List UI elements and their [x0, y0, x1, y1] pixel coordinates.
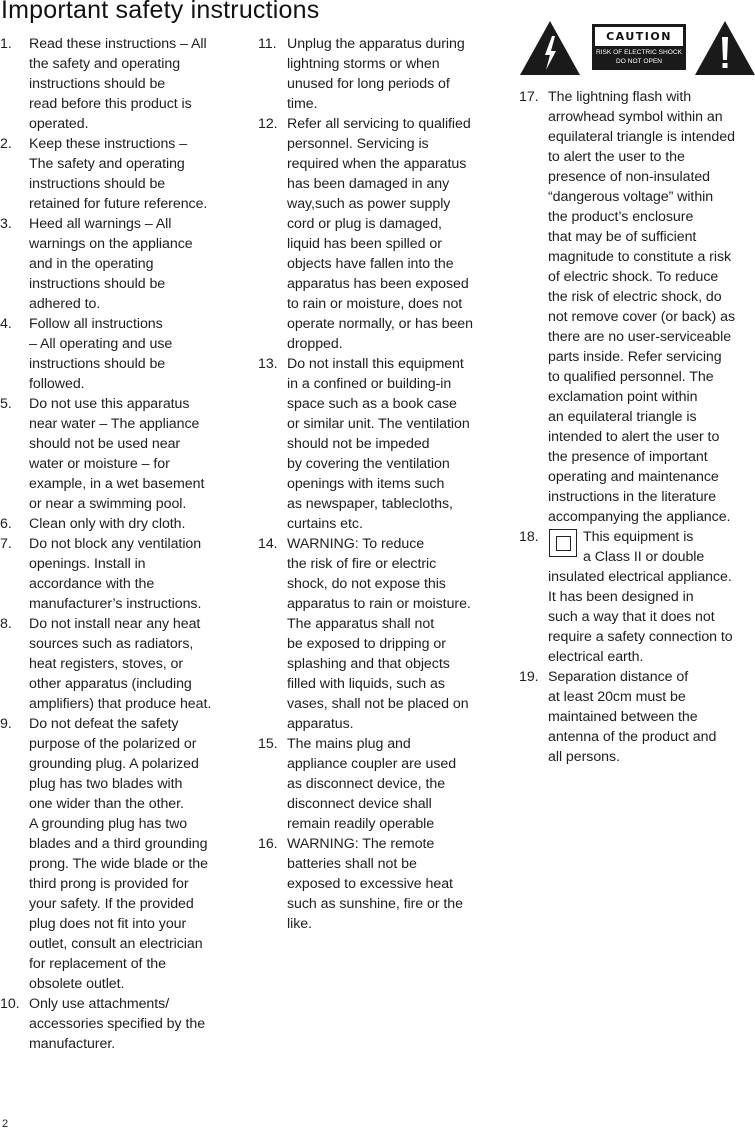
- instruction-text: [29, 614, 238, 714]
- instruction-number: 19.: [519, 669, 539, 685]
- text-line: lightning storms or when: [287, 56, 440, 72]
- caution-sign: [592, 24, 686, 70]
- text-line: openings with items such: [287, 476, 445, 492]
- instruction-text: [29, 314, 238, 394]
- instruction-text: [29, 994, 238, 1054]
- text-line: insulated electrical appliance.: [548, 569, 732, 585]
- instruction-number: 5.: [0, 396, 12, 412]
- text-line: should not be used near: [29, 436, 181, 452]
- text-line: be exposed to dripping or: [287, 636, 446, 652]
- text-line: “dangerous voltage” within: [548, 189, 714, 205]
- instruction-number: 15.: [258, 736, 278, 752]
- text-line: WARNING: The remote: [287, 836, 435, 852]
- text-line: disconnect device shall: [287, 796, 432, 812]
- instruction-item: [258, 534, 500, 734]
- text-line: Clean only with dry cloth.: [29, 516, 186, 532]
- text-line: as disconnect device, the: [287, 776, 446, 792]
- instruction-number: 8.: [0, 616, 12, 632]
- text-line: grounding plug. A polarized: [29, 756, 199, 772]
- exclamation-triangle-icon: [694, 20, 755, 76]
- instruction-item: [0, 514, 238, 534]
- text-line: instructions should be: [29, 76, 166, 92]
- text-line: of electric shock. To reduce: [548, 269, 719, 285]
- text-line: Do not install this equipment: [287, 356, 464, 372]
- text-line: vases, shall not be placed on: [287, 696, 469, 712]
- caution-label: [519, 20, 755, 78]
- text-line: filled with liquids, such as: [287, 676, 445, 692]
- instruction-text: [29, 214, 238, 314]
- text-line: personnel. Servicing is: [287, 136, 429, 152]
- instruction-text: [548, 527, 755, 667]
- lightning-triangle-icon: [519, 20, 581, 76]
- text-line: manufacturer’s instructions.: [29, 596, 202, 612]
- text-line: such as sunshine, fire or the: [287, 896, 463, 912]
- text-line: outlet, consult an electrician: [29, 936, 203, 952]
- text-line: apparatus has been exposed: [287, 276, 469, 292]
- instruction-number: 6.: [0, 516, 12, 532]
- text-line: the safety and operating: [29, 56, 181, 72]
- instruction-text: [287, 114, 500, 354]
- instruction-number: 17.: [519, 89, 539, 105]
- text-line: The apparatus shall not: [287, 616, 435, 632]
- text-line: has been damaged in any: [287, 176, 450, 192]
- text-line: accessories specified by the: [29, 1016, 206, 1032]
- text-line: in a confined or building-in: [287, 376, 452, 392]
- text-line: appliance coupler are used: [287, 756, 457, 772]
- text-line: equilateral triangle is intended: [548, 129, 735, 145]
- text-line: parts inside. Refer servicing: [548, 349, 722, 365]
- text-line: adhered to.: [29, 296, 101, 312]
- text-line: amplifiers) that produce heat.: [29, 696, 212, 712]
- text-line: other apparatus (including: [29, 676, 192, 692]
- instruction-number: 14.: [258, 536, 278, 552]
- text-line: instructions should be: [29, 356, 166, 372]
- instruction-text: [29, 134, 238, 214]
- text-line: require a safety connection to: [548, 629, 733, 645]
- text-line: a Class II or double: [583, 549, 705, 565]
- text-line: retained for future reference.: [29, 196, 208, 212]
- instruction-number: 18.: [519, 529, 539, 545]
- instruction-item: [0, 394, 238, 514]
- text-line: prong. The wide blade or the: [29, 856, 208, 872]
- instruction-number: 12.: [258, 116, 278, 132]
- text-line: and in the operating: [29, 256, 154, 272]
- text-line: curtains etc.: [287, 516, 363, 532]
- text-line: Follow all instructions: [29, 316, 163, 332]
- text-line: that may be of sufficient: [548, 229, 697, 245]
- text-line: there are no user-serviceable: [548, 329, 732, 345]
- text-line: followed.: [29, 376, 85, 392]
- text-line: time.: [287, 96, 318, 112]
- double-insulation-icon: [549, 529, 577, 557]
- text-line: for replacement of the: [29, 956, 166, 972]
- text-line: remain readily operable: [287, 816, 435, 832]
- text-line: the presence of important: [548, 449, 708, 465]
- text-line: at least 20cm must be: [548, 689, 686, 705]
- instructions-column-1: [0, 34, 238, 1054]
- text-line: manufacturer.: [29, 1036, 116, 1052]
- instruction-item: [0, 34, 238, 134]
- text-line: warnings on the appliance: [29, 236, 193, 252]
- text-line: openings. Install in: [29, 556, 146, 572]
- text-line: accompanying the appliance.: [548, 509, 731, 525]
- instruction-item: [0, 214, 238, 314]
- text-line: batteries shall not be: [287, 856, 417, 872]
- text-line: Unplug the apparatus during: [287, 36, 465, 52]
- instruction-item: [519, 667, 755, 767]
- text-line: This equipment is: [583, 529, 694, 545]
- instruction-text: [29, 34, 238, 134]
- page-number: 2: [2, 1118, 9, 1130]
- text-line: arrowhead symbol within an: [548, 109, 723, 125]
- text-line: by covering the ventilation: [287, 456, 450, 472]
- text-line: antenna of the product and: [548, 729, 717, 745]
- text-line: blades and a third grounding: [29, 836, 208, 852]
- instruction-text: [29, 394, 238, 514]
- text-line: magnitude to constitute a risk: [548, 249, 732, 265]
- instruction-number: 10.: [0, 996, 20, 1012]
- instruction-number: 9.: [0, 716, 12, 732]
- text-line: obsolete outlet.: [29, 976, 125, 992]
- instruction-number: 16.: [258, 836, 278, 852]
- text-line: accordance with the: [29, 576, 155, 592]
- instruction-item: [258, 354, 500, 534]
- instruction-number: 13.: [258, 356, 278, 372]
- text-line: an equilateral triangle is: [548, 409, 697, 425]
- text-line: the product’s enclosure: [548, 209, 694, 225]
- instruction-number: 2.: [0, 136, 12, 152]
- text-line: splashing and that objects: [287, 656, 450, 672]
- text-line: operated.: [29, 116, 89, 132]
- text-line: cord or plug is damaged,: [287, 216, 442, 232]
- text-line: Do not use this apparatus: [29, 396, 190, 412]
- text-line: your safety. If the provided: [29, 896, 194, 912]
- text-line: liquid has been spilled or: [287, 236, 442, 252]
- text-line: Separation distance of: [548, 669, 689, 685]
- instruction-text: [29, 514, 238, 534]
- text-line: exclamation point within: [548, 389, 698, 405]
- caution-line-2: DO NOT OPEN: [615, 58, 663, 65]
- text-line: way,such as power supply: [287, 196, 451, 212]
- instructions-column-3: [519, 87, 755, 767]
- text-line: read before this product is: [29, 96, 192, 112]
- instruction-item: [258, 834, 500, 934]
- text-line: operate normally, or has been: [287, 316, 473, 332]
- instruction-text: [29, 714, 238, 994]
- text-line: one wider than the other.: [29, 796, 184, 812]
- instruction-text: [548, 87, 755, 527]
- instruction-number: 4.: [0, 316, 12, 332]
- text-line: exposed to excessive heat: [287, 876, 453, 892]
- instruction-text: [287, 34, 500, 114]
- caution-subtext: [593, 48, 685, 66]
- text-line: not remove cover (or back) as: [548, 309, 735, 325]
- instruction-text: [548, 667, 755, 767]
- text-line: Do not block any ventilation: [29, 536, 202, 552]
- text-line: Refer all servicing to qualified: [287, 116, 471, 132]
- text-line: A grounding plug has two: [29, 816, 188, 832]
- text-line: third prong is provided for: [29, 876, 189, 892]
- text-line: The mains plug and: [287, 736, 411, 752]
- instruction-number: 11.: [258, 36, 277, 52]
- text-line: example, in a wet basement: [29, 476, 205, 492]
- text-line: plug has two blades with: [29, 776, 183, 792]
- text-line: heat registers, stoves, or: [29, 656, 184, 672]
- text-line: near water – The appliance: [29, 416, 200, 432]
- text-line: like.: [287, 916, 312, 932]
- text-line: The safety and operating: [29, 156, 185, 172]
- text-line: apparatus.: [287, 716, 354, 732]
- text-line: shock, do not expose this: [287, 576, 446, 592]
- instruction-item: [0, 534, 238, 614]
- text-line: Heed all warnings – All: [29, 216, 172, 232]
- text-line: Only use attachments/: [29, 996, 170, 1012]
- text-line: dropped.: [287, 336, 343, 352]
- instruction-text: [287, 534, 500, 734]
- caution-heading: CAUTION: [595, 27, 683, 46]
- instruction-item: [258, 34, 500, 114]
- text-line: maintained between the: [548, 709, 698, 725]
- instruction-text: [287, 734, 500, 834]
- text-line: as newspaper, tablecloths,: [287, 496, 453, 512]
- text-line: WARNING: To reduce: [287, 536, 425, 552]
- instruction-item: [258, 734, 500, 834]
- text-line: purpose of the polarized or: [29, 736, 197, 752]
- instruction-text: [29, 534, 238, 614]
- text-line: instructions should be: [29, 276, 166, 292]
- text-line: such a way that it does not: [548, 609, 715, 625]
- caution-line-1: RISK OF ELECTRIC SHOCK: [595, 49, 683, 56]
- text-line: to qualified personnel. The: [548, 369, 714, 385]
- instruction-list: [0, 34, 238, 1054]
- instruction-list: [258, 34, 500, 934]
- text-line: It has been designed in: [548, 589, 694, 605]
- text-line: – All operating and use: [29, 336, 173, 352]
- text-line: required when the apparatus: [287, 156, 467, 172]
- instruction-item: [519, 527, 755, 667]
- text-line: objects have fallen into the: [287, 256, 454, 272]
- text-line: the risk of electric shock, do: [548, 289, 722, 305]
- text-line: or similar unit. The ventilation: [287, 416, 470, 432]
- instruction-item: [0, 134, 238, 214]
- text-line: space such as a book case: [287, 396, 457, 412]
- instruction-number: 1.: [0, 36, 12, 52]
- text-line: to alert the user to the: [548, 149, 685, 165]
- instruction-text: [287, 354, 500, 534]
- text-line: Read these instructions – All: [29, 36, 207, 52]
- instruction-list: [519, 87, 755, 767]
- instruction-item: [519, 87, 755, 527]
- text-line: apparatus to rain or moisture.: [287, 596, 471, 612]
- page-title: Important safety instructions: [1, 0, 320, 24]
- text-line: instructions in the literature: [548, 489, 717, 505]
- text-line: plug does not fit into your: [29, 916, 187, 932]
- text-line: instructions should be: [29, 176, 166, 192]
- text-line: electrical earth.: [548, 649, 644, 665]
- text-line: Do not install near any heat: [29, 616, 201, 632]
- instruction-item: [0, 314, 238, 394]
- instruction-item: [0, 994, 238, 1054]
- text-line: operating and maintenance: [548, 469, 719, 485]
- text-line: Keep these instructions –: [29, 136, 188, 152]
- instruction-number: 7.: [0, 536, 12, 552]
- text-line: Do not defeat the safety: [29, 716, 179, 732]
- instructions-column-2: [258, 34, 500, 934]
- text-line: The lightning flash with: [548, 89, 692, 105]
- instruction-item: [0, 614, 238, 714]
- text-line: unused for long periods of: [287, 76, 450, 92]
- instruction-number: 3.: [0, 216, 12, 232]
- text-line: presence of non-insulated: [548, 169, 711, 185]
- text-line: to rain or moisture, does not: [287, 296, 463, 312]
- text-line: the risk of fire or electric: [287, 556, 437, 572]
- text-line: intended to alert the user to: [548, 429, 720, 445]
- text-line: all persons.: [548, 749, 620, 765]
- text-line: sources such as radiators,: [29, 636, 194, 652]
- text-line: or near a swimming pool.: [29, 496, 187, 512]
- text-line: water or moisture – for: [29, 456, 170, 472]
- instruction-item: [0, 714, 238, 994]
- text-line: should not be impeded: [287, 436, 430, 452]
- instruction-text: [287, 834, 500, 934]
- instruction-item: [258, 114, 500, 354]
